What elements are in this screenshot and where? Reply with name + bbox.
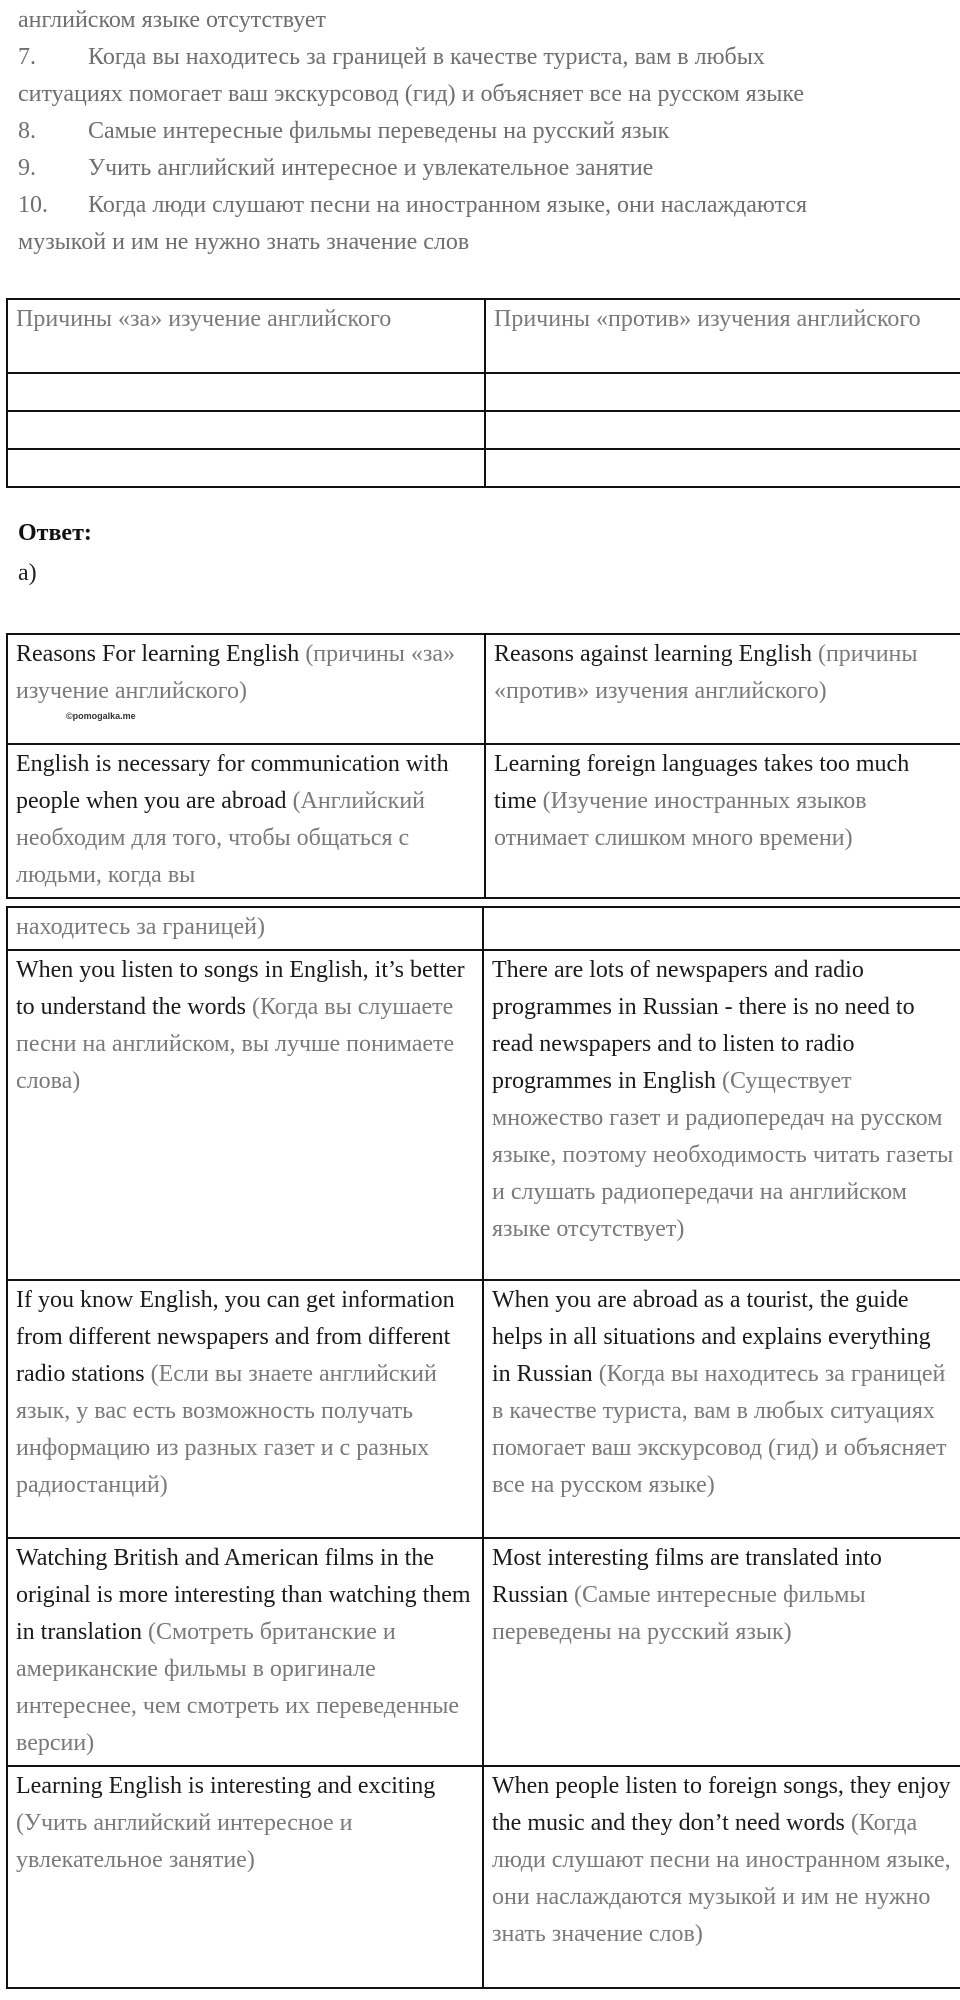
reason-against-cell: Learning foreign languages takes too much time (Изучение иностранных языков отнимает слишком много времени) bbox=[485, 744, 960, 898]
reason-for-cell: If you know English, you can get information from different newspapers and from different radio stations (Если вы знаете английский язык, у вас есть возможность получать информацию из разных газет и с разных радиостанций) bbox=[7, 1280, 483, 1538]
reason-against-cell: When people listen to foreign songs, they enjoy the music and they don’t need words (Когда люди слушают песни на иностранном языке, они наслаждаются музыкой и им не нужно знать значение слов) bbox=[483, 1766, 960, 1988]
intro-line: английском языке отсутствует bbox=[18, 7, 327, 33]
intro-line: музыкой и им не нужно знать значение слов bbox=[18, 229, 470, 255]
answer-table-part1 bbox=[6, 633, 960, 899]
continuation-cell: находитесь за границей) bbox=[7, 907, 483, 950]
reason-for-cell: Learning English is interesting and exciting (Учить английский интересное и увлекательное занятие) bbox=[7, 1766, 483, 1988]
watermark: ©pomogalka.me bbox=[66, 711, 136, 721]
reason-for-cell: Watching British and American films in the original is more interesting than watching them in translation (Смотреть британские и американские фильмы в оригинале интереснее, чем смотреть их переведенные версии) bbox=[7, 1538, 483, 1766]
reason-against-cell: There are lots of newspapers and radio programmes in Russian - there is no need to read newspapers and to listen to radio programmes in English (Существует множество газет и радиопередач на русском языке, поэтому необходимость читать газеты и слушать радиопередачи на английском языке отсутствует) bbox=[483, 950, 960, 1280]
header-against-cell: Причины «против» изучения английского bbox=[485, 299, 960, 373]
intro-line: 10. Когда люди слушают песни на иностранном языке, они наслаждаются bbox=[18, 192, 808, 218]
answer-sub-label: а) bbox=[18, 560, 37, 586]
intro-line: 9. Учить английский интересное и увлекательное занятие bbox=[18, 155, 654, 181]
empty-worksheet-table bbox=[6, 298, 960, 488]
empty-cell bbox=[7, 411, 485, 449]
empty-cell bbox=[485, 411, 960, 449]
intro-line: 8. Самые интересные фильмы переведены на русский язык bbox=[18, 118, 670, 144]
empty-cell bbox=[485, 373, 960, 411]
answer-table-part2 bbox=[6, 906, 960, 1989]
reason-against-cell: When you are abroad as a tourist, the guide helps in all situations and explains everything in Russian (Когда вы находитесь за границей в качестве туриста, вам в любых ситуациях помогает ваш экскурсовод (гид) и объясняет все на русском языке) bbox=[483, 1280, 960, 1538]
empty-cell bbox=[485, 449, 960, 487]
header-for-cell: Причины «за» изучение английского bbox=[7, 299, 485, 373]
reason-for-cell: When you listen to songs in English, it’s better to understand the words (Когда вы слушаете песни на английском, вы лучше понимаете слова) bbox=[7, 950, 483, 1280]
answer-label: Ответ: bbox=[18, 520, 92, 546]
intro-line: ситуациях помогает ваш экскурсовод (гид) и объясняет все на русском языке bbox=[18, 81, 805, 107]
empty-cell bbox=[483, 907, 960, 950]
reason-against-cell: Most interesting films are translated into Russian (Самые интересные фильмы переведены на русский язык) bbox=[483, 1538, 960, 1766]
reason-for-cell: English is necessary for communication with people when you are abroad (Английский необходим для того, чтобы общаться с людьми, когда вы bbox=[7, 744, 485, 898]
empty-cell bbox=[7, 449, 485, 487]
header-for-cell: Reasons For learning English (причины «за» изучение английского) ©pomogalka.me bbox=[7, 634, 485, 744]
empty-cell bbox=[7, 373, 485, 411]
header-against-cell: Reasons against learning English (причины «против» изучения английского) bbox=[485, 634, 960, 744]
intro-line: 7. Когда вы находитесь за границей в качестве туриста, вам в любых bbox=[18, 44, 765, 70]
